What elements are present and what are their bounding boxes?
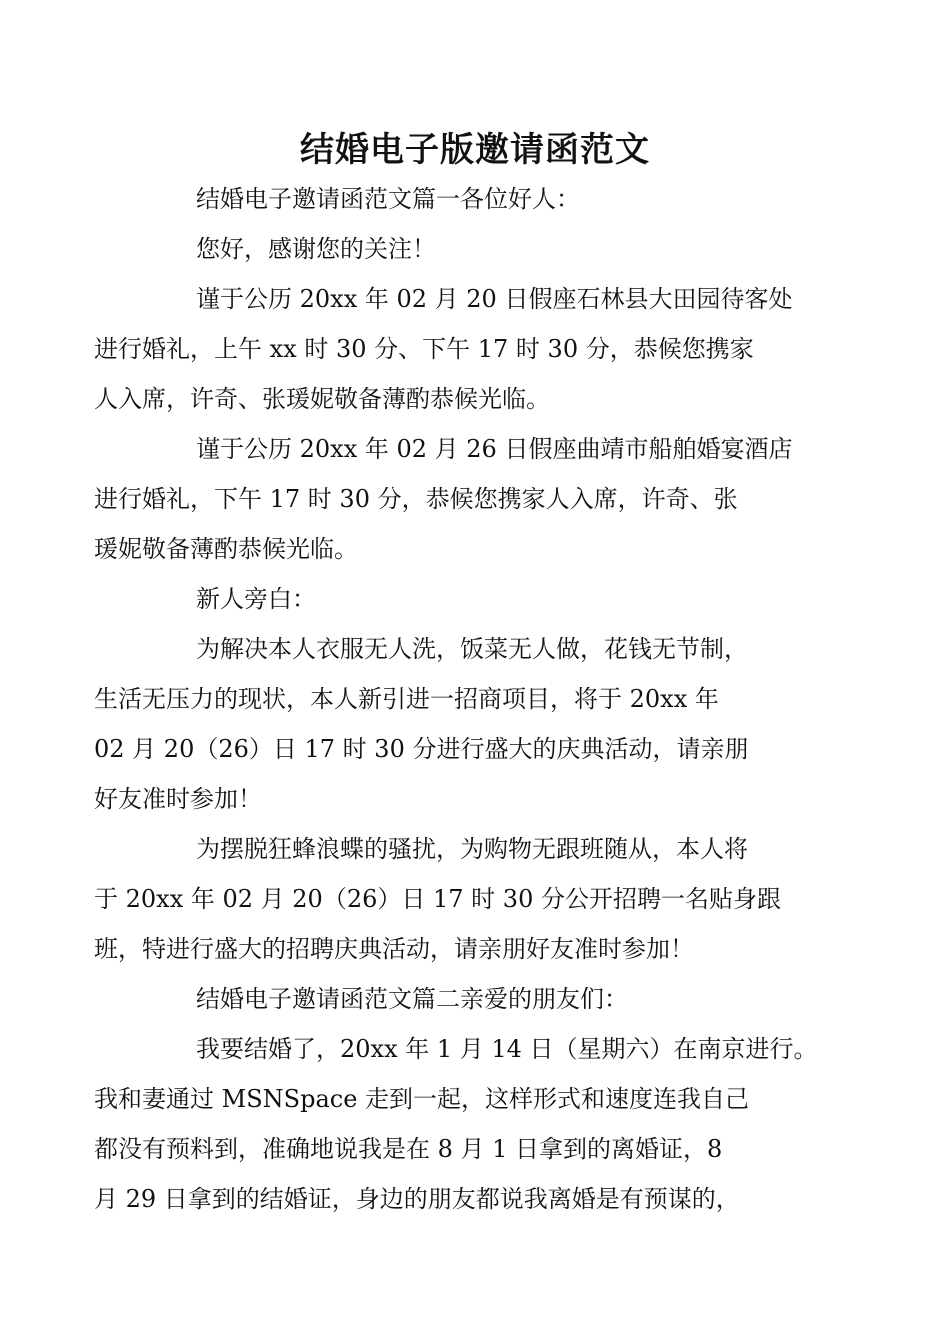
paragraph — [145, 174, 825, 224]
text-line: 生活无压力的现状，本人新引进一招商项目，将于 20xx 年 — [94, 685, 719, 713]
text-line: 02 月 20（26）日 17 时 30 分进行盛大的庆典活动，请亲朋 — [94, 735, 749, 763]
text-line: 为解决本人衣服无人洗，饭菜无人做，花钱无节制， — [196, 635, 748, 663]
text-line: 我和妻通过 MSNSpace 走到一起，这样形式和速度连我自己 — [94, 1085, 750, 1113]
text-line: 为摆脱狂蜂浪蝶的骚扰，为购物无跟班随从，本人将 — [196, 835, 748, 863]
text-line: 好友准时参加！ — [94, 785, 262, 813]
paragraph — [145, 974, 825, 1024]
text-line: 都没有预料到，准确地说我是在 8 月 1 日拿到的离婚证，8 — [94, 1135, 723, 1163]
text-line: 谨于公历 20xx 年 02 月 26 日假座曲靖市船舶婚宴酒店 — [196, 435, 793, 463]
text-line: 进行婚礼，下午 17 时 30 分，恭候您携家人入席，许奇、张 — [94, 485, 738, 513]
text-line: 月 29 日拿到的结婚证，身边的朋友都说我离婚是有预谋的， — [94, 1185, 740, 1213]
paragraph — [145, 574, 825, 624]
text-line: 人入席，许奇、张瑗妮敬备薄酌恭候光临。 — [94, 385, 550, 413]
text-line: 班，特进行盛大的招聘庆典活动，请亲朋好友准时参加！ — [94, 935, 694, 963]
text-line: 谨于公历 20xx 年 02 月 20 日假座石林县大田园待客处 — [196, 285, 793, 313]
text-line: 您好，感谢您的关注！ — [196, 235, 436, 263]
text-line: 结婚电子邀请函范文篇一各位好人： — [196, 185, 580, 213]
paragraph — [94, 274, 825, 424]
paragraph — [94, 424, 825, 574]
text-line: 瑗妮敬备薄酌恭候光临。 — [94, 535, 358, 563]
text-line: 新人旁白： — [196, 585, 316, 613]
text-line: 于 20xx 年 02 月 20（26）日 17 时 30 分公开招聘一名贴身跟 — [94, 885, 781, 913]
paragraph — [94, 1024, 825, 1224]
paragraph — [94, 624, 825, 824]
text-line: 结婚电子邀请函范文篇二亲爱的朋友们： — [196, 985, 628, 1013]
text-line: 我要结婚了，20xx 年 1 月 14 日（星期六）在南京进行。 — [196, 1035, 818, 1063]
text-line: 进行婚礼，上午 xx 时 30 分、下午 17 时 30 分，恭候您携家 — [94, 335, 754, 363]
paragraph — [145, 224, 825, 274]
document-title: 结婚电子版邀请函范文 — [300, 130, 650, 170]
paragraph — [94, 824, 825, 974]
document-body — [94, 174, 825, 1224]
